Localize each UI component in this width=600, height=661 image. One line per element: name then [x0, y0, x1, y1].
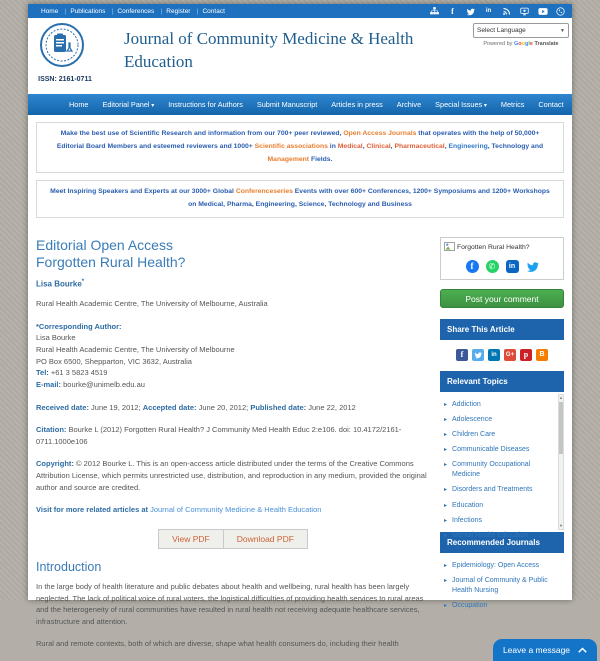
nav-editorial-panel[interactable]: Editorial Panel ▾ [95, 100, 161, 109]
relevant-topics-list [440, 392, 564, 539]
intro-paragraph-1: In the large body of health literature and public debates about health and wellbeing, rural health has been largely neglected. The lack of political voice of rural voters, the logistical difficulties of providing health services to rural areas and the heterogeneity of rural communities have resulted in rural health not receiving adequate healthcare services, infrastructure and attention. [36, 581, 424, 626]
journal-logo[interactable] [40, 23, 84, 72]
nav-contact[interactable]: Contact [538, 100, 564, 109]
relevant-topics-header: Relevant Topics [440, 371, 564, 392]
google-translate-credit: Powered by Google Translate [483, 41, 559, 47]
blogger-icon[interactable] [536, 349, 548, 361]
linkedin-icon[interactable] [488, 349, 500, 361]
nav-instructions-for-authors[interactable]: Instructions for Authors [168, 100, 243, 109]
nav-metrics[interactable]: Metrics [500, 100, 525, 109]
sidebar [440, 237, 564, 661]
facebook-icon[interactable] [448, 7, 457, 16]
linkedin-icon[interactable] [484, 7, 493, 16]
chat-widget[interactable] [493, 639, 597, 661]
twitter-icon[interactable] [466, 7, 475, 16]
arrow-bullet-icon: ▸ [444, 446, 448, 453]
list-item [444, 516, 554, 526]
arrow-bullet-icon: ▸ [444, 517, 448, 524]
facebook-icon[interactable] [466, 260, 479, 273]
chat-label: Leave a message [502, 645, 571, 655]
list-item [444, 430, 554, 440]
list-item [444, 501, 554, 511]
article-copyright: Copyright: © 2012 Bourke L. This is an open-access article distributed under the terms of the Creative Commons Attribution License, which permits unrestricted use, distribution, and reproduction in any medium, provided the original author and source are credited. [36, 459, 427, 492]
conference-banner: Meet Inspiring Speakers and Experts at our 3000+ Global Conferenceseries Events with over 600+ Conferences, 1200+ Symposiums and 1200+ Workshops on Medical, Pharma, Engineering, Science, Technology and Business [36, 180, 564, 218]
topbar-links [35, 8, 231, 15]
nav-submit-manuscript[interactable]: Submit Manuscript [256, 100, 318, 109]
topic-link-mental-health-education[interactable]: Mental Health Education [452, 531, 529, 539]
list-item [444, 415, 554, 425]
share-icon-row [440, 340, 564, 371]
list-item [444, 576, 564, 596]
journal-link-epidemiology[interactable]: Epidemiology: Open Access [452, 561, 540, 569]
author-affiliation: Rural Health Academic Centre, The University of Melbourne, Australia [36, 299, 268, 309]
topics-scrollbar[interactable] [558, 394, 564, 530]
related-articles-line: Visit for more related articles at Journal of Community Medicine & Health Education [36, 505, 322, 515]
facebook-icon[interactable] [456, 349, 468, 361]
view-pdf-button[interactable]: View PDF [172, 533, 210, 544]
arrow-bullet-icon: ▸ [444, 431, 448, 438]
language-select[interactable]: Select Language ▼ [473, 23, 569, 38]
arrow-bullet-icon: ▸ [444, 577, 448, 584]
topbar-link-home[interactable]: Home | [35, 8, 64, 15]
scroll-down-icon[interactable]: ▼ [559, 522, 563, 528]
broken-image-icon [444, 242, 455, 253]
topbar-social-icons [430, 7, 565, 16]
nav-articles-in-press[interactable]: Articles in press [331, 100, 383, 109]
issn-label: ISSN: 2161-0711 [38, 76, 92, 83]
journal-link-occupational[interactable]: Occupation [452, 601, 488, 609]
whatsapp-icon[interactable] [486, 260, 499, 273]
page-container [28, 4, 572, 649]
article-column [36, 237, 430, 661]
scroll-up-icon[interactable]: ▲ [559, 394, 563, 400]
topic-link-adolescence[interactable]: Adolescence [452, 415, 493, 423]
topbar-link-publications[interactable]: Publications | [64, 8, 111, 15]
page-title: Forgotten Rural Health? [36, 254, 186, 271]
corresponding-author-block: *Corresponding Author: Lisa Bourke Rural Health Academic Centre, The University of Melbourne PO Box 6500, Shepparton, VIC 3632, Australia Tel: +61 3 5823 4519 E-mail: bourke@unimelb.edu.au [36, 321, 235, 389]
topbar [28, 4, 572, 18]
topic-link-community-occupational-medicine[interactable]: Community Occupational Medicine [452, 461, 531, 479]
arrow-bullet-icon: ▸ [444, 532, 448, 539]
download-pdf-button[interactable]: Download PDF [223, 530, 307, 548]
nav-home[interactable]: Home [69, 100, 89, 109]
nav-archive[interactable]: Archive [396, 100, 422, 109]
recommended-journals-header: Recommended Journals [440, 532, 564, 553]
recommended-journals-list [440, 553, 564, 612]
nav-special-issues[interactable]: Special Issues ▾ [428, 100, 494, 109]
article-category: Editorial Open Access [36, 236, 173, 253]
arrow-bullet-icon: ▸ [444, 416, 448, 423]
arrow-bullet-icon: ▸ [444, 462, 448, 469]
language-widget [473, 23, 569, 47]
post-comment-button[interactable]: Post your comment [440, 289, 564, 308]
journal-link-community-public-health-nursing[interactable]: Journal of Community & Public Health Nursing [452, 576, 548, 594]
arrow-bullet-icon: ▸ [444, 562, 448, 569]
arrow-bullet-icon: ▸ [444, 502, 448, 509]
related-journal-link[interactable]: Journal of Community Medicine & Health Education [148, 505, 322, 515]
journal-title: Journal of Community Medicine & Health Education [124, 29, 414, 71]
sitemap-icon[interactable] [430, 7, 439, 16]
whatsapp-icon[interactable] [556, 7, 565, 16]
rss-icon[interactable] [502, 7, 511, 16]
arrow-bullet-icon: ▸ [444, 602, 448, 609]
list-item [444, 531, 554, 541]
list-item [444, 460, 554, 480]
chevron-down-icon: ▼ [560, 27, 565, 34]
pinterest-icon[interactable] [520, 349, 532, 361]
list-item [444, 445, 554, 455]
journal-header [28, 18, 572, 94]
list-item [444, 601, 564, 611]
article-share-icons [444, 260, 560, 273]
slideshare-icon[interactable] [520, 7, 529, 16]
intro-paragraph-2: Rural and remote contexts, both of which are diverse, shape what health consumers do, including their health [36, 639, 399, 649]
image-caption: Forgotten Rural Health? [457, 243, 530, 251]
topic-link-disorders-and-treatments[interactable]: Disorders and Treatments [452, 486, 533, 494]
google-plus-icon[interactable] [504, 349, 516, 361]
author-name: Lisa Bourke* [36, 278, 85, 289]
share-article-header: Share This Article [440, 319, 564, 340]
article-dates: Received date: June 19, 2012; Accepted date: June 20, 2012; Published date: June 22, 2012 [36, 402, 356, 412]
main-navigation [28, 94, 572, 115]
topic-link-education[interactable]: Education [452, 501, 484, 509]
arrow-bullet-icon: ▸ [444, 401, 448, 408]
twitter-icon[interactable] [526, 260, 539, 273]
article-image-box [440, 237, 564, 280]
topic-link-children-care[interactable]: Children Care [452, 430, 496, 438]
twitter-icon[interactable] [472, 349, 484, 361]
chevron-up-icon [578, 647, 587, 653]
arrow-bullet-icon: ▸ [444, 487, 448, 494]
topbar-link-register[interactable]: Register | [160, 8, 196, 15]
open-access-banner: Make the best use of Scientific Research and information from our 700+ peer reviewed, Open Access Journals that operates with the help of 50,000+ Editorial Board Members and esteemed reviewers and 1000+ Scientific associations in Medical, Clinical, Pharmaceutical, Engineering, Technology and Management Fields. [36, 122, 564, 173]
topbar-link-conferences[interactable]: Conferences | [111, 8, 160, 15]
article-citation: Citation: Bourke L (2012) Forgotten Rural Health? J Community Med Health Educ 2:e106. doi: 10.4172/2161-0711.1000e106 [36, 425, 402, 446]
topic-link-infections[interactable]: Infections [452, 516, 482, 524]
topic-link-communicable-diseases[interactable]: Communicable Diseases [452, 445, 530, 453]
list-item [444, 485, 554, 495]
list-item [444, 400, 554, 410]
topbar-link-contact[interactable]: Contact [202, 7, 225, 15]
youtube-icon[interactable] [538, 7, 547, 16]
introduction-heading: Introduction [36, 559, 102, 574]
list-item [444, 561, 564, 571]
content-area [28, 225, 572, 661]
linkedin-icon[interactable] [506, 260, 519, 273]
scrollbar-thumb[interactable] [559, 402, 563, 454]
topic-link-addiction[interactable]: Addiction [452, 400, 481, 408]
pdf-button-group [158, 529, 308, 549]
